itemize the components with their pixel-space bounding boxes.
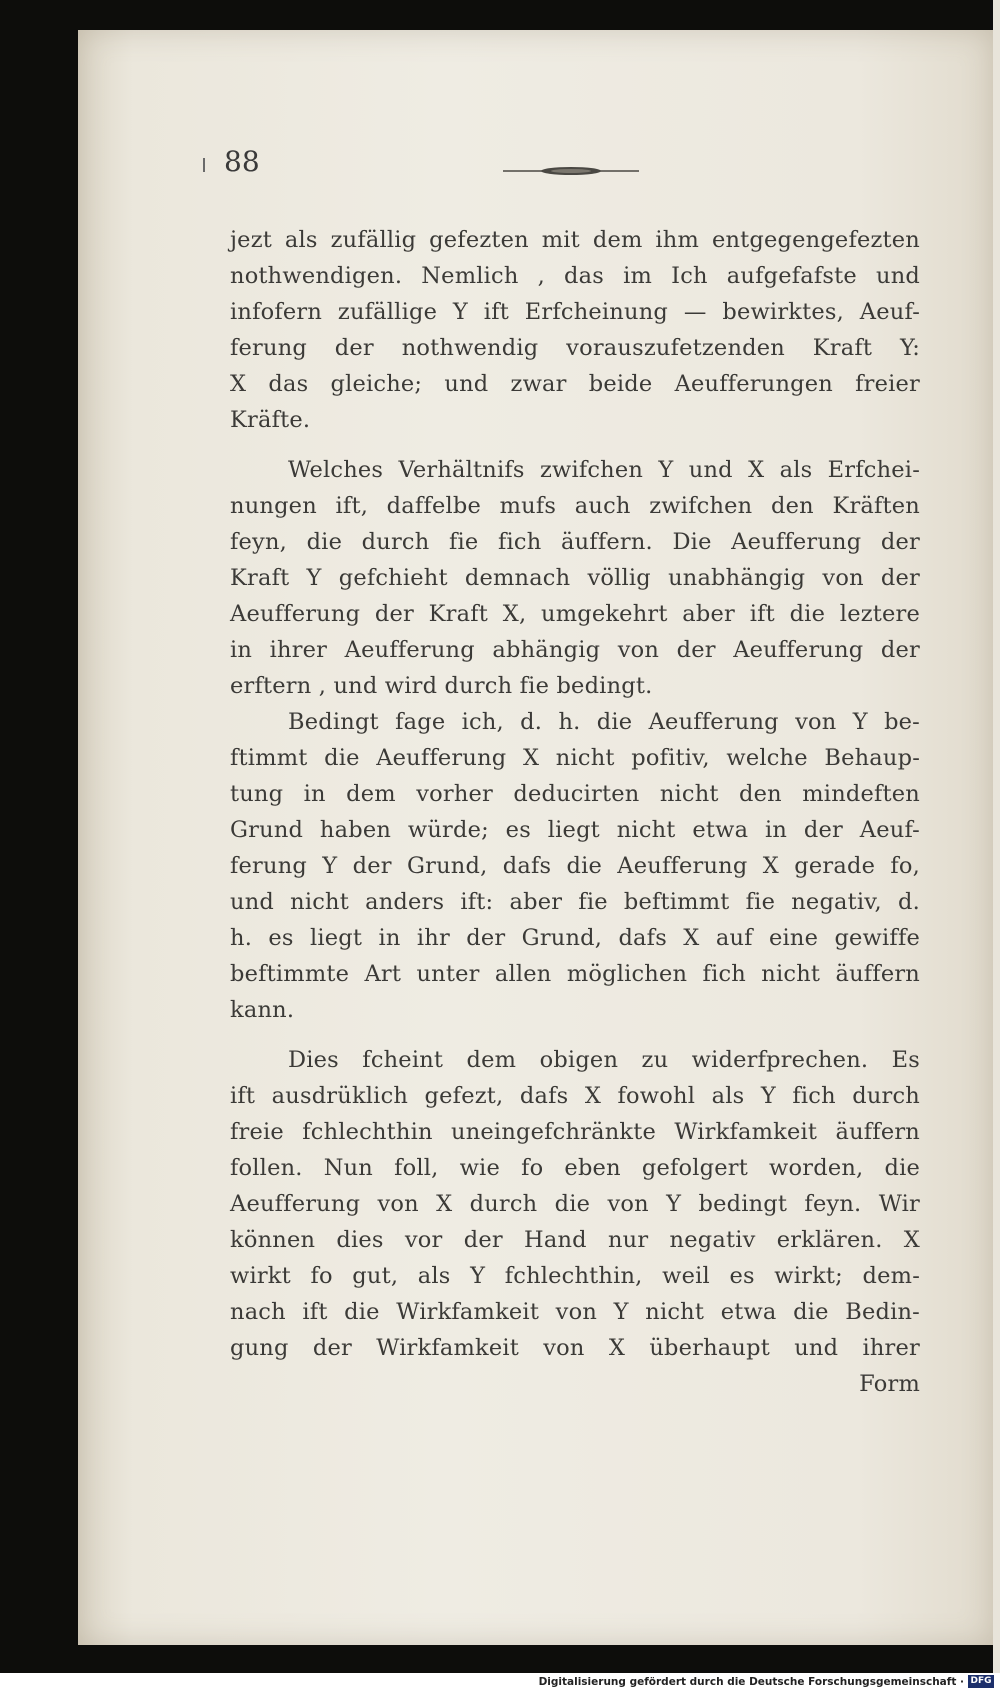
digitization-credit: Digitalisierung gefördert durch die Deutsche Forschungsgemeinschaft ·	[538, 1676, 964, 1688]
margin-mark	[203, 158, 205, 172]
text-line: ferung der nothwendig vorauszufetzenden Kraft Y:	[230, 335, 920, 361]
text-line: gung der Wirkfamkeit von X überhaupt und ihrer	[230, 1335, 920, 1361]
text-line: ferung Y der Grund, dafs die Aeufferung X gerade fo,	[230, 853, 920, 879]
text-line: Grund haben würde; es liegt nicht etwa in der Aeuf-	[230, 817, 920, 843]
text-line: ift ausdrüklich gefezt, dafs X fowohl als Y fich durch	[230, 1083, 920, 1109]
text-line: Dies fcheint dem obigen zu widerfprechen. Es	[288, 1047, 920, 1073]
text-line: infofern zufällige Y ift Erfcheinung — bewirktes, Aeuf-	[230, 299, 920, 325]
text-line: Kräfte.	[230, 407, 311, 433]
text-line: nach ift die Wirkfamkeit von Y nicht etwa die Bedin-	[230, 1299, 920, 1325]
text-line: tung in dem vorher deducirten nicht den mindeften	[230, 781, 920, 807]
text-line: follen. Nun foll, wie fo eben gefolgert worden, die	[230, 1155, 920, 1181]
text-line: und nicht anders ift: aber fie beftimmt fie negativ, d.	[230, 889, 920, 915]
text-line: Bedingt fage ich, d. h. die Aeufferung von Y be-	[288, 709, 920, 735]
text-line: Welches Verhältnifs zwifchen Y und X als Erfchei-	[288, 457, 920, 483]
text-line: beftimmte Art unter allen möglichen fich nicht äuffern	[230, 961, 920, 987]
text-line: in ihrer Aeufferung abhängig von der Aeufferung der	[230, 637, 920, 663]
text-line: Aeufferung der Kraft X, umgekehrt aber ift die leztere	[230, 601, 920, 627]
page-edge-strip	[993, 0, 1000, 1693]
dfg-logo: DFG	[968, 1675, 994, 1688]
text-line: nungen ift, daffelbe mufs auch zwifchen den Kräften	[230, 493, 920, 519]
ornament-rule-icon	[503, 165, 639, 177]
text-line: h. es liegt in ihr der Grund, dafs X auf eine gewiffe	[230, 925, 920, 951]
body-text	[230, 222, 920, 1402]
text-line: feyn, die durch fie fich äuffern. Die Aeufferung der	[230, 529, 920, 555]
text-line: Aeufferung von X durch die von Y bedingt feyn. Wir	[230, 1191, 920, 1217]
text-line: nothwendigen. Nemlich , das im Ich aufgefafste und	[230, 263, 920, 289]
text-line: kann.	[230, 997, 295, 1023]
text-line: ftimmt die Aeufferung X nicht pofitiv, welche Behaup-	[230, 745, 920, 771]
text-line: freie fchlechthin uneingefchränkte Wirkfamkeit äuffern	[230, 1119, 920, 1145]
text-line: X das gleiche; und zwar beide Aeufferungen freier	[230, 371, 920, 397]
text-line: können dies vor der Hand nur negativ erklären. X	[230, 1227, 920, 1253]
text-line: erftern , und wird durch fie bedingt.	[230, 673, 653, 699]
page-number: 88	[224, 145, 260, 178]
text-line: Kraft Y gefchieht demnach völlig unabhängig von der	[230, 565, 920, 591]
catchword: Form	[859, 1371, 920, 1397]
text-line: jezt als zufällig gefezten mit dem ihm entgegengefezten	[230, 227, 920, 253]
text-line: wirkt fo gut, als Y fchlechthin, weil es wirkt; dem-	[230, 1263, 920, 1289]
